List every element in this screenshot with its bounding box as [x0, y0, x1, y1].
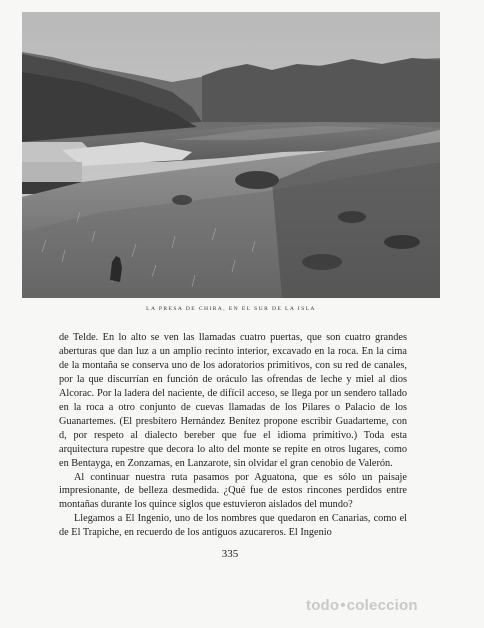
page-number: 335 — [221, 548, 239, 560]
landscape-photo — [22, 12, 440, 298]
paragraph: de Telde. En lo alto se ven las llamadas cuatro puertas, que son cuatro grandes aberturas que dan luz a un amplio recinto interior, excavado en la roca. En la cima de la montaña se conserva uno de los adoratorios primitivos, con su red de canales, por la que discurrían en función de oráculo las ofrendas de leche y miel al dios Alcorac. Por la ladera del naciente, de difícil acceso, se llega por un sendero tallado en la roca a otro conjunto de cuevas llamadas de los Pilares o Palacio de los Guanartemes. (El presbítero Hernández Benítez propone escribir Guadarteme, con d, por respeto al dialecto bereber que fue el idioma primitivo.) Toda esta arquitectura rupestre que decora lo alto del monte se repite en otros lugares, como en Bentayga, en Zonzamas, en Lanzarote, sin olvidar el gran cenobio de Valerón. — [59, 332, 407, 469]
watermark-part1: todo — [306, 597, 340, 614]
watermark-logo — [306, 597, 418, 614]
article-body — [59, 331, 407, 540]
photo-caption: LA PRESA DE CHIRA, EN EL SUR DE LA ISLA — [146, 306, 316, 312]
paragraph: Al continuar nuestra ruta pasamos por Aguatona, que es sólo un paisaje impresionante, de belleza desmedida. ¿Qué fue de estos rincones perdidos entre montañas durante los quince siglos que estuvieron aislados del mundo? — [59, 471, 407, 511]
watermark-dot-icon: • — [340, 597, 346, 614]
watermark-part2: coleccion — [346, 597, 418, 614]
paragraph: Llegamos a El Ingenio, uno de los nombres que quedaron en Canarias, como el de El Trapiche, en recuerdo de los antiguos azucareros. El Ingenio — [59, 513, 407, 539]
dam-landscape-illustration — [22, 12, 440, 298]
